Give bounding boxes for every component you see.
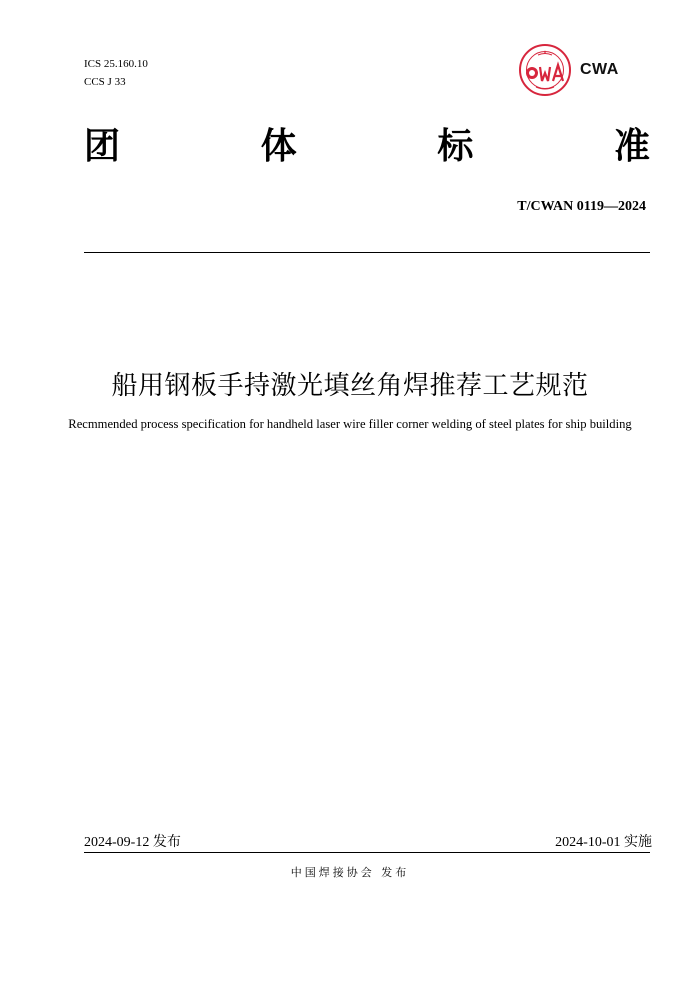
ccs-code: CCS J 33: [84, 76, 126, 88]
standard-category: [84, 122, 650, 172]
classification-codes: [84, 55, 148, 91]
logo-wordmark: CWA: [580, 61, 619, 78]
implement-label: 实施: [624, 834, 652, 850]
publisher: 中国焊接协会 发布: [290, 866, 410, 879]
category-char: 准: [613, 126, 650, 167]
issue-date: 2024-09-12: [84, 835, 150, 850]
issue-label: 发布: [152, 834, 181, 850]
cwa-logo-icon: [518, 43, 572, 97]
implement-date-block: [555, 831, 652, 851]
standard-number: T/CWAN 0119—2024: [517, 199, 646, 214]
title-chinese: 船用钢板手持激光填丝角焊推荐工艺规范: [111, 371, 589, 401]
header-divider: [84, 252, 650, 253]
footer-divider: [84, 852, 650, 853]
issue-date-block: [84, 831, 181, 851]
category-char: 标: [437, 126, 474, 167]
implement-date: 2024-10-01: [555, 835, 621, 850]
ics-code: ICS 25.160.10: [84, 58, 148, 70]
title-english: Recmmended process specification for handheld laser wire filler corner welding of steel plates for ship building: [68, 417, 632, 431]
category-char: 团: [84, 126, 121, 167]
category-char: 体: [260, 126, 297, 167]
